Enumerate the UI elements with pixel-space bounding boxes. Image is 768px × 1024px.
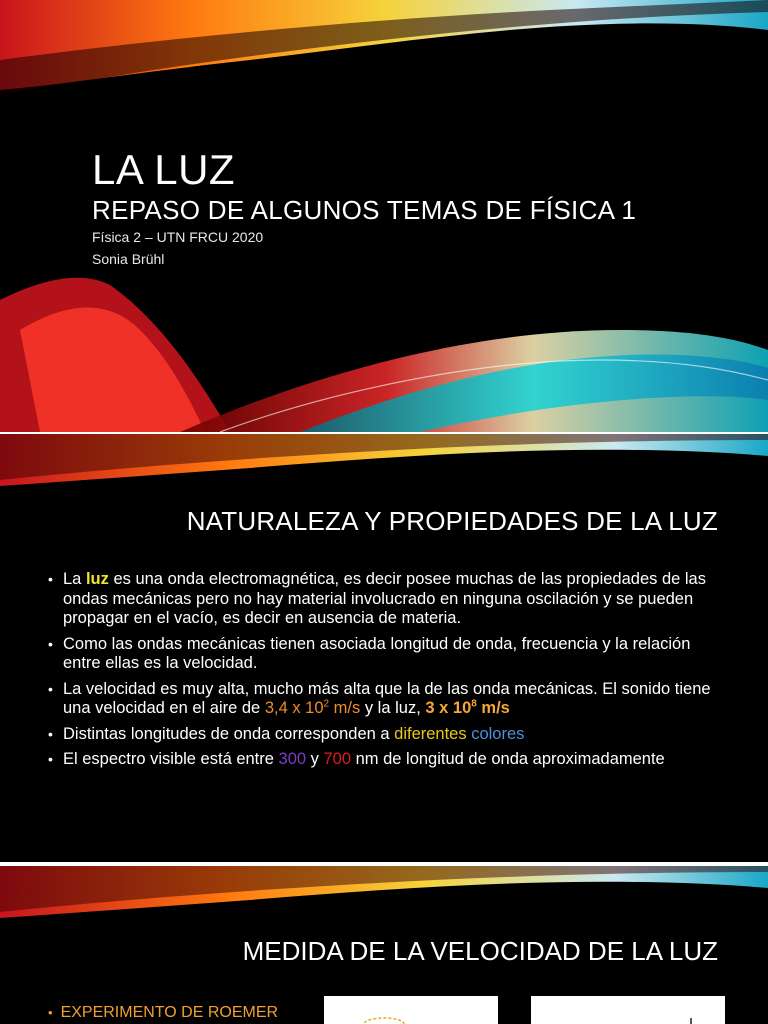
title-slide xyxy=(0,0,768,432)
content-slide-velocidad xyxy=(0,866,768,1024)
bullet-item: • La velocidad es muy alta, mucho más alta que la de las onda mecánicas. El sonido tiene una velocidad en el aire de 3,4 x $10^2$ m/s y la luz, 3 x $10^8$ m/s xyxy=(48,680,728,719)
bullet-item: • Distintas longitudes de onda corresponden a diferentes colores xyxy=(48,725,728,745)
presentation-subtitle: REPASO DE ALGUNOS TEMAS DE FÍSICA 1 xyxy=(92,195,637,225)
highlight-luz: luz xyxy=(85,570,109,588)
course-line: Física 2 – UTN FRCU 2020 xyxy=(92,229,264,245)
figure-image-right xyxy=(531,996,725,1024)
light-speed: 3 x $10^8$ m/s xyxy=(425,698,510,717)
slide-title: MEDIDA DE LA VELOCIDAD DE LA LUZ xyxy=(242,936,718,966)
roemer-diagram-icon xyxy=(324,996,498,1024)
apparatus-diagram-icon xyxy=(531,996,725,1024)
bullet-item: • La luz es una onda electromagnética, es decir posee muchas de las propiedades de las ondas mecánicas pero no hay material involucrado en ninguna oscilación y se pueden propagar en el vacío, es decir en ausencia de materia. xyxy=(48,570,728,629)
figure-image-left xyxy=(324,996,498,1024)
swoosh-decoration xyxy=(0,866,768,926)
presentation-title: LA LUZ xyxy=(92,146,236,193)
bullet-item: • EXPERIMENTO DE ROEMER xyxy=(48,1004,279,1021)
bullet-dot: • xyxy=(48,1005,53,1020)
bullet-list xyxy=(48,570,728,776)
swoosh-decoration xyxy=(0,434,768,494)
bullet-item: • El espectro visible está entre 300 y 700 nm de longitud de onda aproximadamente xyxy=(48,750,728,770)
author-line: Sonia Brühl xyxy=(92,251,165,267)
bullet-item: • Como las ondas mecánicas tienen asociada longitud de onda, frecuencia y la relación entre ellas es la velocidad. xyxy=(48,635,728,674)
sound-speed: 3,4 x $10^2$ m/s xyxy=(264,698,361,717)
slide-title: NATURALEZA Y PROPIEDADES DE LA LUZ xyxy=(186,506,718,536)
content-slide-naturaleza xyxy=(0,434,768,862)
